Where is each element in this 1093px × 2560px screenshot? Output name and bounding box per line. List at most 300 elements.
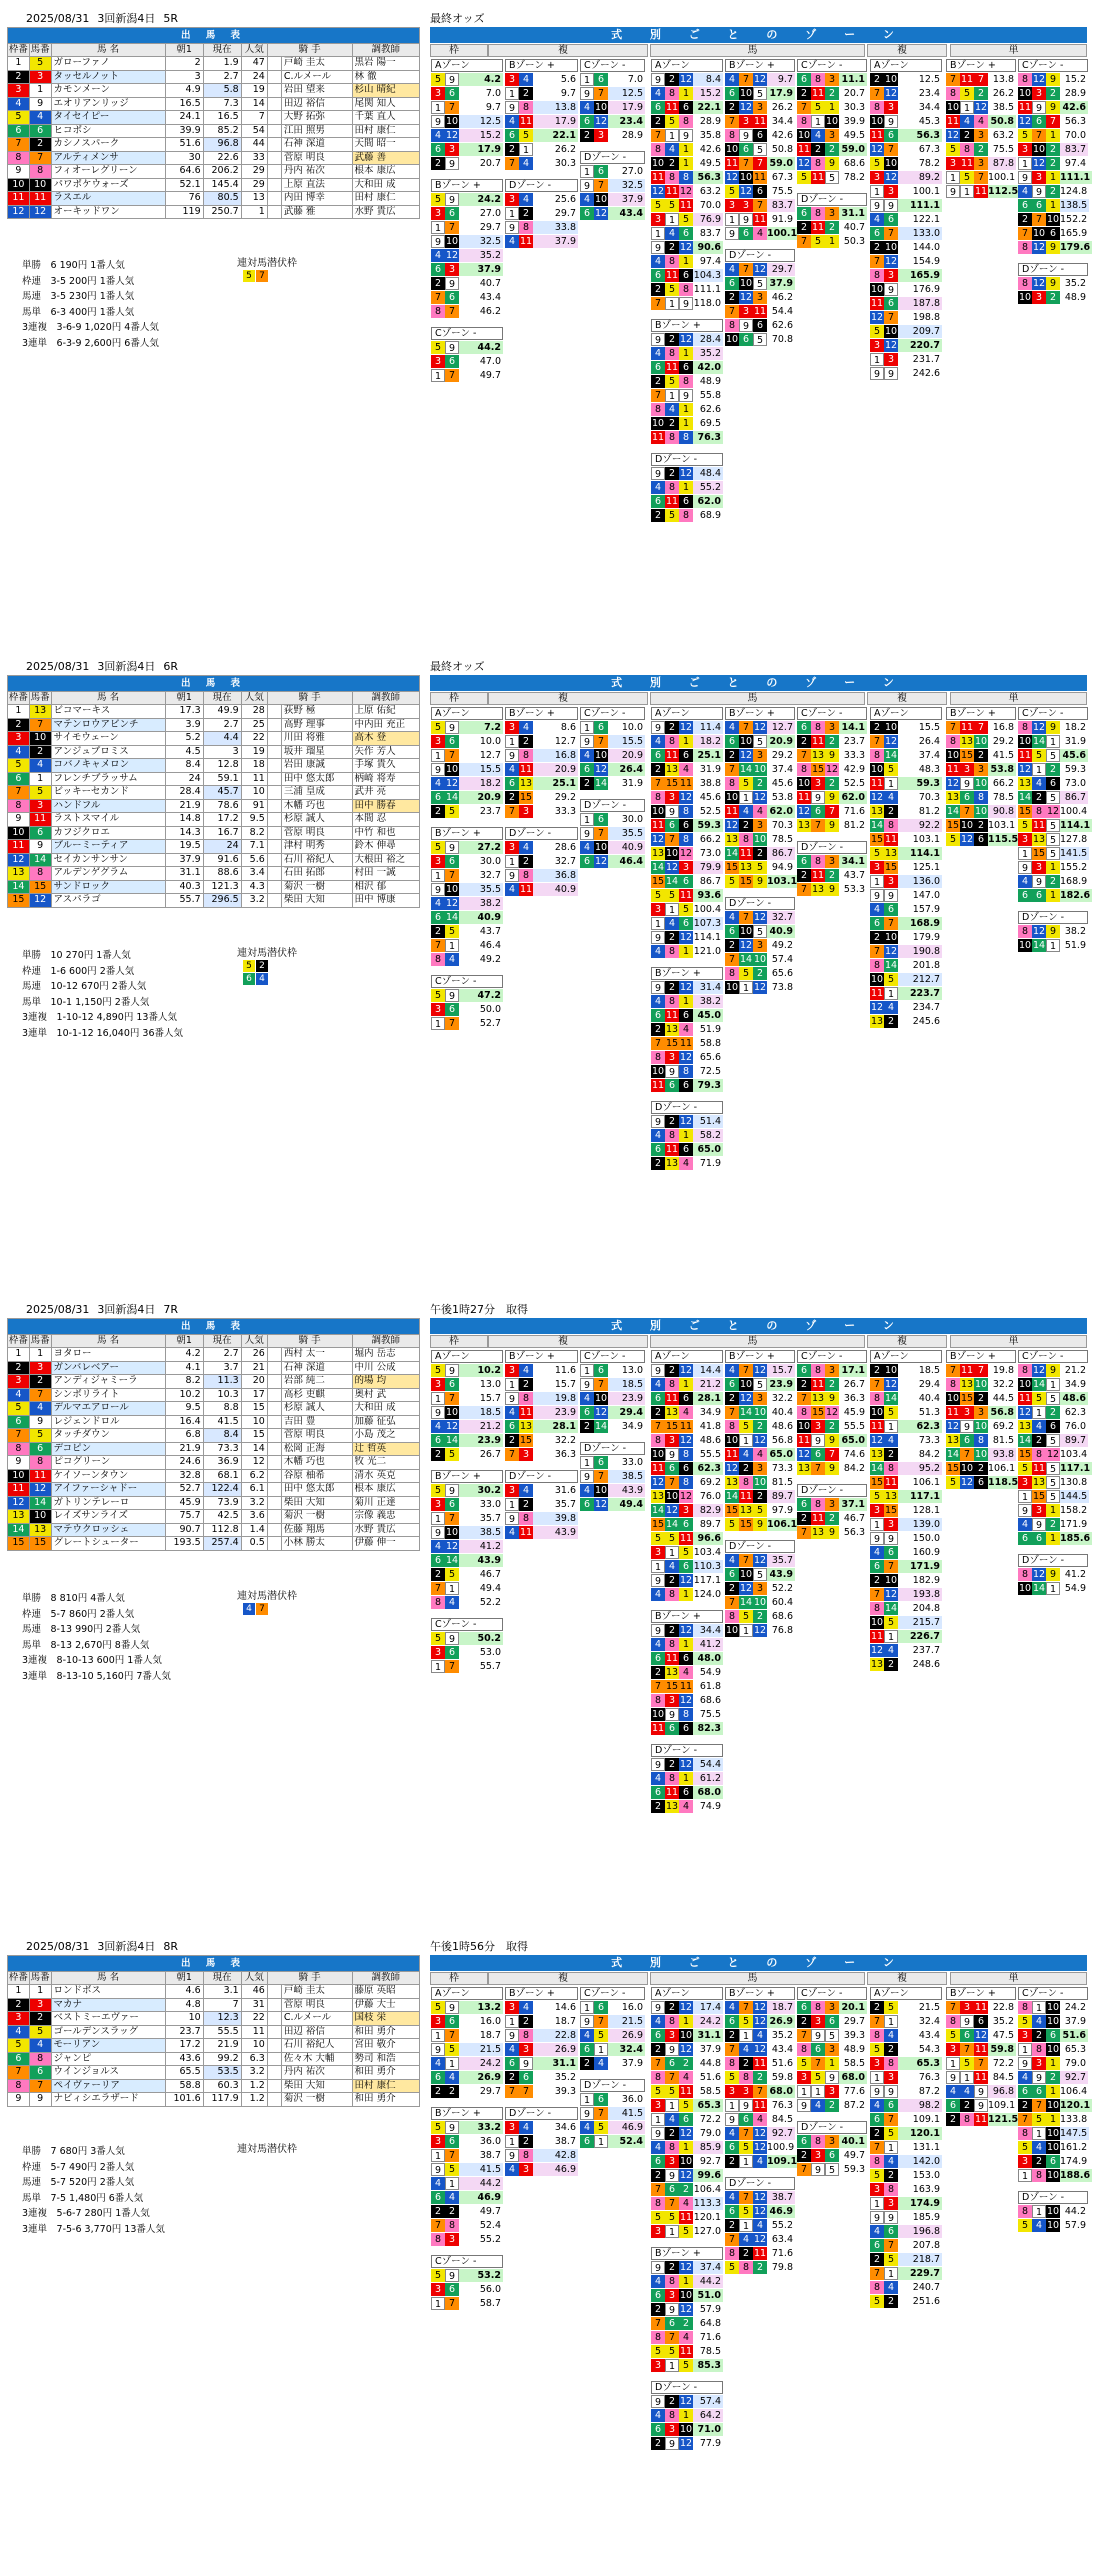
- combo-horse-a: 11: [870, 1421, 884, 1432]
- zone-odds-row: [725, 73, 795, 86]
- combo-horse-b: 1: [594, 2043, 608, 2056]
- horse-row[interactable]: [8, 178, 420, 192]
- combo-horse-a: 4: [725, 1364, 739, 1377]
- combo-horse-b: 9: [739, 213, 753, 226]
- horse-row[interactable]: [8, 1523, 420, 1537]
- zone-odds-row: [431, 2163, 503, 2176]
- horse-row[interactable]: [8, 2025, 420, 2039]
- combo-horse-a: 10: [725, 1435, 739, 1446]
- combo-horse-b: 2: [960, 129, 974, 142]
- zone-label: Dゾーン -: [651, 1744, 723, 1757]
- combo-horse-b: 11: [811, 736, 825, 747]
- horse-row[interactable]: [8, 745, 420, 759]
- zone-odds-row: [431, 883, 503, 896]
- waku-cell: 1: [8, 57, 30, 71]
- combo-horse-b: 9: [665, 1065, 679, 1078]
- combo-horse-a: 2: [725, 1392, 739, 1405]
- combo-horse-a: 7: [870, 945, 884, 958]
- combo-horse-b: 9: [884, 1532, 898, 1545]
- horse-row[interactable]: [8, 1456, 420, 1470]
- combo-odds: 59.3: [693, 819, 723, 832]
- horse-row[interactable]: [8, 1537, 420, 1551]
- zone-odds-row: [797, 129, 867, 142]
- combo-horse-a: 3: [431, 1498, 445, 1511]
- waku-cell: 2: [8, 70, 30, 84]
- combo-horse-a: 14: [1018, 1435, 1032, 1446]
- combo-horse-b: 8: [811, 1364, 825, 1377]
- horse-row[interactable]: [8, 813, 420, 827]
- horse-number: 9: [29, 2093, 51, 2107]
- combo-horse-b: 3: [884, 1518, 898, 1531]
- trainer: 大根田 裕之: [352, 853, 419, 867]
- horse-row[interactable]: [8, 111, 420, 125]
- combo-horse-b: 8: [811, 157, 825, 170]
- popularity: 7: [241, 111, 267, 125]
- combo-horse-b: 7: [811, 819, 825, 832]
- zone-odds-row: [431, 2121, 503, 2134]
- combo-odds: 171.9: [1060, 1519, 1088, 1530]
- zone-odds-row: [580, 129, 645, 142]
- zone-odds-row: [505, 2001, 578, 2014]
- jockey: 戸崎 圭太: [281, 1985, 352, 1999]
- odds-morning: 90.7: [165, 1523, 203, 1537]
- combo-horse-c: 6: [679, 227, 693, 240]
- combo-horse-a: 6: [580, 2135, 594, 2148]
- combo-odds: 36.3: [533, 1448, 578, 1461]
- horse-row[interactable]: [8, 1402, 420, 1416]
- combo-horse-c: 12: [1046, 1449, 1060, 1460]
- horse-number: 2: [29, 2012, 51, 2026]
- combo-horse-b: 6: [665, 2183, 679, 2196]
- horse-row[interactable]: [8, 1510, 420, 1524]
- payout-line: 馬単 7-5 1,480円 6番人気: [22, 2192, 144, 2204]
- zone-odds-row: [505, 1392, 578, 1405]
- combo-horse-b: 3: [445, 143, 459, 156]
- horse-row[interactable]: [8, 718, 420, 732]
- horse-row[interactable]: [8, 2012, 420, 2026]
- combo-horse-a: 10: [870, 116, 884, 127]
- combo-odds: 68.0: [839, 2071, 867, 2084]
- zone-odds-row: [725, 277, 795, 290]
- jockey: 佐々木 大輔: [281, 2052, 352, 2066]
- combo-odds: 42.6: [1060, 101, 1088, 114]
- combo-horse-a: 12: [946, 130, 960, 141]
- zone-label: Dゾーン -: [1018, 911, 1088, 924]
- combo-horse-a: 7: [946, 1364, 960, 1377]
- zone-odds-row: [505, 2135, 578, 2148]
- jockey: 田辺 裕信: [281, 97, 352, 111]
- zone-odds-row: [580, 777, 645, 790]
- horse-row[interactable]: [8, 2052, 420, 2066]
- combo-horse-a: 3: [431, 2135, 445, 2148]
- mark: [267, 1985, 281, 1999]
- combo-horse-b: 5: [960, 2057, 974, 2070]
- horse-row[interactable]: [8, 786, 420, 800]
- zone-odds-row: [580, 749, 645, 762]
- combo-horse-b: 14: [739, 764, 753, 775]
- combo-horse-a: 1: [505, 2135, 519, 2148]
- horse-row[interactable]: [8, 705, 420, 719]
- zone-odds-row: [870, 1532, 942, 1545]
- combo-odds: 74.9: [693, 1800, 723, 1813]
- combo-horse-c: 6: [974, 1476, 988, 1489]
- horse-row[interactable]: [8, 124, 420, 138]
- combo-horse-a: 2: [797, 1378, 811, 1391]
- combo-horse-c: 12: [1046, 806, 1060, 817]
- horse-row[interactable]: [8, 772, 420, 786]
- combo-horse-a: 8: [651, 143, 665, 156]
- combo-horse-a: 9: [505, 221, 519, 234]
- combo-odds: 31.9: [1060, 735, 1088, 748]
- combo-horse-c: 12: [679, 1695, 693, 1706]
- combo-odds: 22.8: [533, 2029, 578, 2042]
- horse-row[interactable]: [8, 867, 420, 881]
- horse-row[interactable]: [8, 1415, 420, 1429]
- combo-odds: 17.9: [533, 115, 578, 128]
- combo-horse-b: 8: [519, 2149, 533, 2162]
- combo-horse-c: 12: [753, 2128, 767, 2139]
- combo-odds: 28.6: [533, 841, 578, 854]
- combo-horse-c: 4: [679, 1800, 693, 1813]
- horse-row[interactable]: [8, 2093, 420, 2107]
- horse-row[interactable]: [8, 1361, 420, 1375]
- combo-horse-b: 6: [445, 1378, 459, 1391]
- combo-horse-b: 7: [665, 2197, 679, 2210]
- combo-horse-c: 3: [974, 1406, 988, 1419]
- waku-cell: 8: [8, 1442, 30, 1456]
- zone-odds-row: [1018, 1462, 1091, 1475]
- odds-now: 250.7: [203, 205, 241, 219]
- combo-horse-a: 1: [651, 227, 665, 240]
- combo-horse-a: 11: [797, 792, 811, 803]
- combo-odds: 87.2: [898, 2085, 942, 2098]
- horse-row[interactable]: [8, 1998, 420, 2012]
- combo-odds: 52.2: [459, 1596, 503, 1609]
- zone-odds-row: [505, 87, 578, 100]
- combo-horse-b: 3: [445, 263, 459, 276]
- combo-horse-a: 4: [870, 2225, 884, 2238]
- table-header-row: [8, 1956, 420, 1972]
- combo-horse-c: 1: [679, 2275, 693, 2288]
- combo-horse-a: 2: [505, 1434, 519, 1447]
- combo-odds: 58.5: [693, 2085, 723, 2098]
- payout-line: 枠連 5-7 860円 2番人気: [22, 1608, 135, 1620]
- zone-odds-row: [870, 1001, 942, 1014]
- combo-horse-a: 10: [946, 102, 960, 113]
- zone-odds-row: [870, 73, 942, 86]
- zone-odds-row: [870, 101, 942, 114]
- zone-odds-row: [946, 129, 1016, 142]
- combo-odds: 204.8: [898, 1602, 942, 1615]
- combo-horse-b: 11: [1032, 820, 1046, 831]
- combo-horse-c: 2: [1046, 1518, 1060, 1531]
- combo-odds: 44.2: [1060, 2205, 1088, 2218]
- combo-horse-c: 2: [825, 1420, 839, 1433]
- zone-label: Aゾーン: [651, 59, 723, 72]
- combo-horse-c: 6: [1046, 1420, 1060, 1433]
- zone-odds-row: [651, 1065, 723, 1078]
- zone-odds-row: [870, 1546, 942, 1559]
- horse-row[interactable]: [8, 2079, 420, 2093]
- combo-odds: 90.8: [988, 805, 1016, 818]
- combo-horse-c: 1: [679, 735, 693, 748]
- horse-row[interactable]: [8, 853, 420, 867]
- zone-odds-row: [431, 2057, 503, 2070]
- zone-odds-row: [431, 2015, 503, 2028]
- zone-label: Dゾーン -: [797, 193, 867, 206]
- combo-horse-b: 4: [739, 1448, 753, 1461]
- horse-number: 12: [29, 205, 51, 219]
- combo-horse-c: 3: [753, 1392, 767, 1405]
- horse-row[interactable]: [8, 138, 420, 152]
- combo-horse-a: 2: [651, 2043, 665, 2056]
- combo-odds: 50.2: [459, 1632, 503, 1645]
- zone-odds-row: [946, 735, 1016, 748]
- combo-horse-a: 5: [1018, 2219, 1032, 2232]
- waku-cell: 4: [8, 2025, 30, 2039]
- combo-odds: 33.8: [533, 221, 578, 234]
- odds-now: 24: [203, 840, 241, 854]
- combo-horse-a: 8: [1018, 2001, 1032, 2014]
- combo-odds: 86.7: [693, 875, 723, 888]
- horse-row[interactable]: [8, 1388, 420, 1402]
- combo-horse-c: 5: [753, 861, 767, 874]
- jockey: 石神 深道: [281, 1361, 352, 1375]
- zone-odds-row: [725, 333, 795, 346]
- horse-row[interactable]: [8, 97, 420, 111]
- combo-horse-b: 4: [519, 1364, 533, 1377]
- col-name: 馬 名: [51, 1335, 165, 1348]
- combo-horse-a: 8: [870, 959, 884, 972]
- combo-horse-a: 10: [870, 974, 884, 985]
- zone-label: Cゾーン -: [580, 707, 645, 720]
- combo-horse-a: 7: [870, 255, 884, 268]
- horse-row[interactable]: [8, 192, 420, 206]
- mark: [267, 880, 281, 894]
- zone-odds-row: [797, 1378, 867, 1391]
- combo-odds: 8.4: [693, 73, 723, 86]
- horse-row[interactable]: [8, 1429, 420, 1443]
- combo-horse-a: 4: [580, 1392, 594, 1405]
- zone-odds-row: [725, 1624, 795, 1637]
- combo-horse-c: 3: [825, 2001, 839, 2014]
- combo-horse-b: 11: [811, 870, 825, 881]
- combo-horse-a: 2: [651, 283, 665, 296]
- odds-title: 午後1時56分 取得: [430, 1940, 528, 1953]
- combo-horse-b: 1: [811, 115, 825, 128]
- zone-label: Aゾーン: [651, 1350, 723, 1363]
- combo-odds: 30.0: [459, 855, 503, 868]
- horse-name: フィオーレグリーン: [51, 165, 165, 179]
- combo-odds: 89.2: [898, 171, 942, 184]
- waku-cell: 11: [8, 1483, 30, 1497]
- zone-odds-row: [946, 73, 1016, 86]
- combo-odds: 103.1: [898, 833, 942, 846]
- horse-row[interactable]: [8, 1348, 420, 1362]
- combo-odds: 30.3: [839, 101, 867, 114]
- horse-row[interactable]: [8, 151, 420, 165]
- combo-horse-b: 13: [665, 1024, 679, 1035]
- horse-row[interactable]: [8, 894, 420, 908]
- combo-horse-b: 9: [519, 2057, 533, 2070]
- zone-odds-row: [651, 255, 723, 268]
- col-before: 朝1: [165, 44, 203, 57]
- combo-horse-b: 5: [960, 87, 974, 100]
- waku-cell: 12: [8, 853, 30, 867]
- col-num: 馬番: [30, 44, 50, 55]
- horse-row[interactable]: [8, 1442, 420, 1456]
- horse-row[interactable]: [8, 1375, 420, 1389]
- zone-odds-row: [870, 129, 942, 142]
- combo-odds: 68.0: [767, 2085, 795, 2098]
- combo-horse-c: 5: [753, 143, 767, 156]
- zone-odds-row: [1018, 791, 1088, 804]
- combo-horse-c: 1: [679, 143, 693, 156]
- combo-odds: 25.6: [533, 193, 578, 206]
- zone-odds-row: [870, 2253, 942, 2266]
- odds-now: 55.5: [203, 2025, 241, 2039]
- combo-horse-a: 13: [1018, 1421, 1032, 1432]
- combo-odds: 46.2: [767, 291, 795, 304]
- zone-odds-row: [651, 2211, 723, 2224]
- combo-horse-b: 11: [665, 102, 679, 113]
- odds-now: 12.8: [203, 759, 241, 773]
- combo-odds: 23.9: [459, 1434, 503, 1447]
- meet-text: 3回新潟4日: [97, 12, 156, 25]
- trainer: 中内田 充正: [352, 718, 419, 732]
- horse-row[interactable]: [8, 1469, 420, 1483]
- zone-odds-row: [651, 2127, 723, 2140]
- combo-horse-b: 6: [665, 819, 679, 832]
- combo-horse-a: 8: [1018, 2127, 1032, 2140]
- combo-horse-b: 6: [1032, 115, 1046, 128]
- odds-morning: 45.9: [165, 1496, 203, 1510]
- combo-horse-b: 6: [594, 721, 608, 734]
- odds-morning: 4.1: [165, 1361, 203, 1375]
- horse-row[interactable]: [8, 732, 420, 746]
- zone-odds-row: [431, 221, 503, 234]
- horse-row[interactable]: [8, 70, 420, 84]
- horse-row[interactable]: [8, 165, 420, 179]
- combo-horse-b: 15: [811, 764, 825, 775]
- combo-horse-b: 1: [884, 2015, 898, 2028]
- horse-name: ブルーミーティア: [51, 840, 165, 854]
- combo-horse-a: 12: [870, 312, 884, 323]
- combo-odds: 35.2: [767, 2029, 795, 2042]
- zone-odds-row: [505, 791, 578, 804]
- combo-horse-a: 11: [651, 432, 665, 443]
- waku-cell: 1: [8, 1348, 30, 1362]
- zone-odds-row: [870, 2211, 942, 2224]
- combo-odds: 65.6: [693, 1051, 723, 1064]
- zone-odds-row: [651, 1680, 723, 1693]
- combo-odds: 106.4: [693, 2184, 721, 2195]
- zone-odds-row: [797, 869, 867, 882]
- zone-odds-row: [1018, 1448, 1088, 1461]
- combo-horse-a: 4: [505, 115, 519, 128]
- horse-row[interactable]: [8, 2066, 420, 2080]
- zone-label: Aゾーン: [431, 59, 503, 72]
- combo-horse-b: 11: [960, 158, 974, 169]
- combo-horse-b: 7: [884, 2113, 898, 2126]
- zone-odds-row: [870, 2155, 942, 2168]
- horse-row[interactable]: [8, 1985, 420, 1999]
- combo-horse-a: 15: [870, 834, 884, 845]
- zone-odds-row: [946, 763, 1016, 776]
- combo-horse-a: 5: [725, 1518, 739, 1531]
- combo-horse-b: 5: [884, 973, 898, 986]
- odds-now: 45.7: [203, 786, 241, 800]
- horse-name: ヨタロー: [51, 1348, 165, 1362]
- combo-horse-a: 12: [797, 806, 811, 817]
- combo-horse-a: 1: [580, 1364, 594, 1377]
- zone-odds-row: [1018, 925, 1088, 938]
- zone-odds-row: [431, 341, 503, 354]
- combo-odds: 89.7: [693, 1518, 723, 1531]
- zone-odds-row: [870, 1616, 942, 1629]
- combo-horse-a: 6: [651, 1392, 665, 1405]
- combo-horse-c: 1: [679, 157, 693, 170]
- horse-row[interactable]: [8, 2039, 420, 2053]
- horse-row[interactable]: [8, 1483, 420, 1497]
- zone-odds-row: [651, 2437, 723, 2450]
- zone-odds-row: [797, 1526, 867, 1539]
- horse-row[interactable]: [8, 826, 420, 840]
- horse-row[interactable]: [8, 57, 420, 71]
- combo-horse-a: 13: [1018, 778, 1032, 789]
- zone-label: Bゾーン +: [431, 2107, 503, 2120]
- combo-horse-b: 10: [594, 1393, 608, 1404]
- popularity: 26: [241, 1348, 267, 1362]
- combo-horse-c: 6: [825, 2015, 839, 2028]
- combo-horse-a: 2: [431, 277, 445, 290]
- combo-odds: 65.3: [1060, 2043, 1088, 2056]
- combo-horse-c: 11: [679, 2086, 693, 2097]
- horse-row[interactable]: [8, 205, 420, 219]
- combo-horse-a: 7: [725, 2233, 739, 2246]
- zone-odds-row: [870, 777, 942, 790]
- horse-row[interactable]: [8, 840, 420, 854]
- horse-row[interactable]: [8, 1496, 420, 1510]
- popularity: 3.6: [241, 1510, 267, 1524]
- horse-row[interactable]: [8, 84, 420, 98]
- zone-odds-row: [651, 749, 723, 762]
- zone-odds-row: [505, 1378, 578, 1391]
- combo-horse-a: 7: [431, 939, 445, 952]
- combo-horse-a: 2: [580, 777, 594, 790]
- combo-odds: 92.7: [1060, 2071, 1088, 2084]
- combo-horse-b: 8: [884, 2183, 898, 2196]
- combo-horse-a: 6: [651, 101, 665, 114]
- combo-horse-a: 3: [651, 1546, 665, 1559]
- combo-horse-c: 12: [753, 2192, 767, 2203]
- horse-row[interactable]: [8, 799, 420, 813]
- horse-name: レジェンドロル: [51, 1415, 165, 1429]
- combo-horse-c: 7: [974, 171, 988, 184]
- mark: [267, 2039, 281, 2053]
- combo-horse-c: 3: [753, 819, 767, 832]
- horse-row[interactable]: [8, 759, 420, 773]
- combo-horse-b: 8: [884, 2057, 898, 2070]
- horse-row[interactable]: [8, 880, 420, 894]
- zone-odds-row: [431, 1554, 503, 1567]
- combo-horse-a: 1: [505, 735, 519, 748]
- combo-odds: 79.8: [767, 2261, 795, 2274]
- combo-horse-b: 9: [665, 2303, 679, 2316]
- jockey: 菅原 明良: [281, 826, 352, 840]
- combo-odds: 17.9: [608, 101, 645, 114]
- combo-odds: 91.9: [767, 213, 795, 226]
